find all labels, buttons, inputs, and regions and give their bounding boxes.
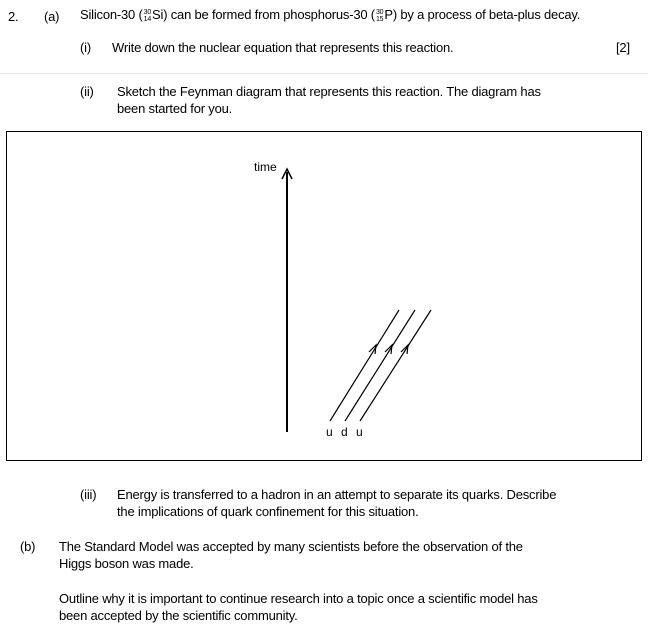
p-nuclide-numbers: 30 15 bbox=[375, 8, 384, 23]
si-nuclide-numbers: 30 14 bbox=[143, 8, 152, 23]
part-b-para2-line2: been accepted by the scientific community. bbox=[59, 608, 298, 623]
quark-line-d bbox=[345, 310, 415, 421]
quark-line-u2 bbox=[360, 310, 431, 421]
part-b-label: (b) bbox=[20, 539, 36, 554]
quark-label-u1: u bbox=[326, 425, 333, 439]
part-a-intro: Silicon-30 ( 30 14 Si) can be formed from phosphorus-30 ( 30 15 P) by a process of beta-plus decay. bbox=[80, 7, 581, 23]
sub-i-marks: [2] bbox=[616, 40, 630, 55]
sub-i-label: (i) bbox=[80, 40, 91, 55]
sub-i-text: Write down the nuclear equation that represents this reaction. bbox=[112, 40, 454, 55]
sub-ii-line1: Sketch the Feynman diagram that represents this reaction. The diagram has bbox=[117, 84, 541, 99]
quark-label-u2: u bbox=[356, 425, 363, 439]
time-label: time bbox=[254, 160, 277, 174]
quark-label-d: d bbox=[341, 425, 348, 439]
quark-arrow-3 bbox=[401, 345, 408, 354]
part-b-para1-line2: Higgs boson was made. bbox=[59, 556, 194, 571]
part-b-para2-line1: Outline why it is important to continue research into a topic once a scientific model has bbox=[59, 591, 538, 606]
sub-ii-label: (ii) bbox=[80, 84, 94, 99]
sub-ii-line2: been started for you. bbox=[117, 101, 233, 116]
part-b-para1-line1: The Standard Model was accepted by many scientists before the observation of the bbox=[59, 539, 523, 554]
quark-line-u1 bbox=[330, 310, 399, 421]
sub-iii-line1: Energy is transferred to a hadron in an attempt to separate its quarks. Describe bbox=[117, 487, 557, 502]
sub-iii-line2: the implications of quark confinement for this situation. bbox=[117, 504, 419, 519]
question-number: 2. bbox=[8, 9, 19, 24]
part-a-label: (a) bbox=[44, 9, 60, 24]
sub-iii-label: (iii) bbox=[80, 487, 97, 502]
